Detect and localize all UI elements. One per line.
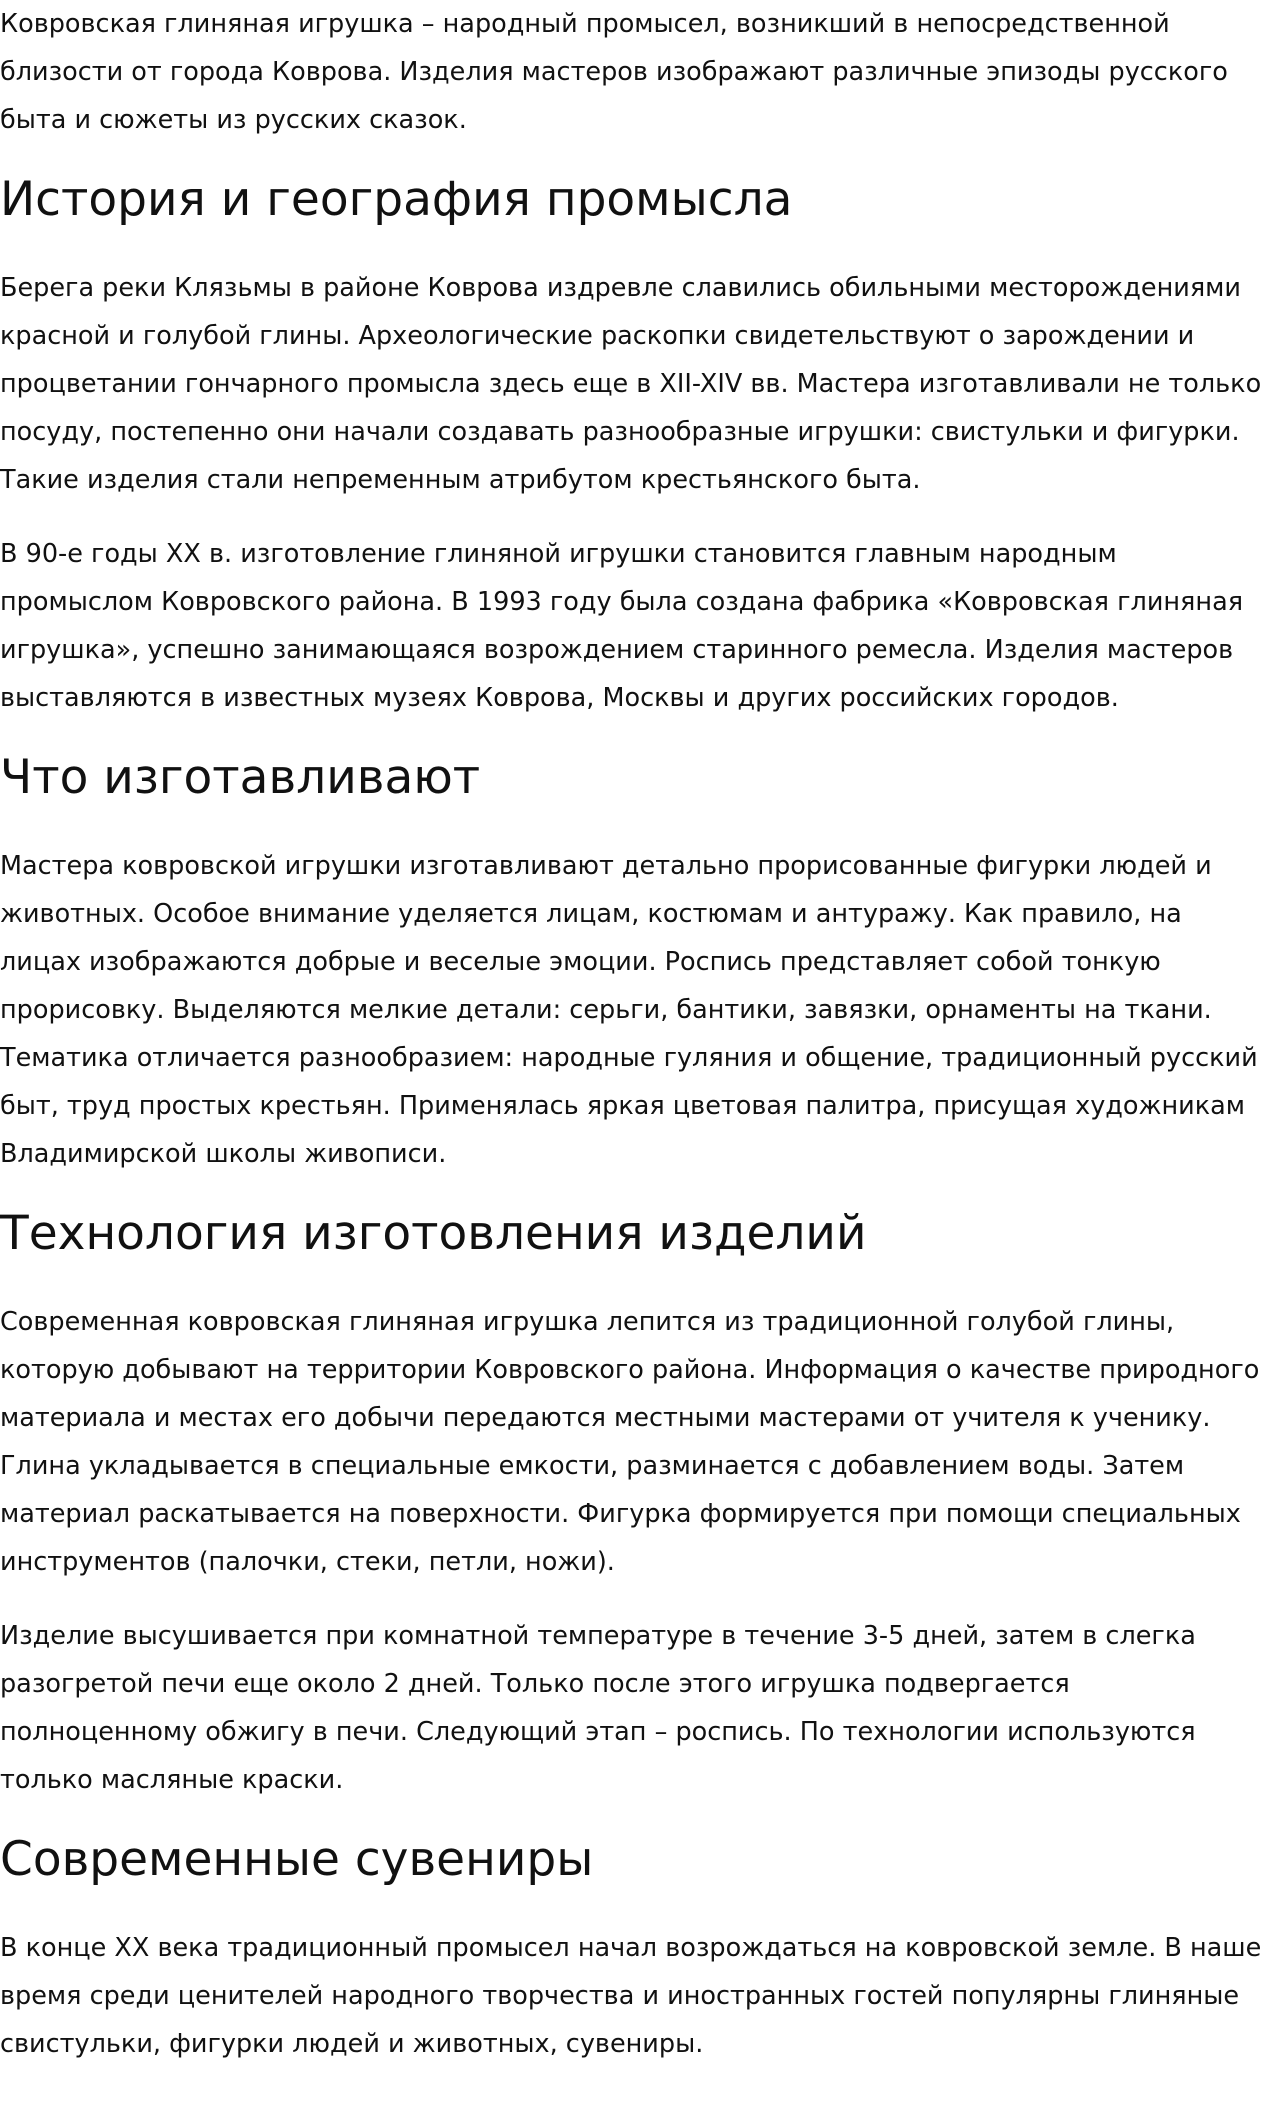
history-paragraph-2: В 90-е годы XX в. изготовление глиняной игрушки становится главным народным промыслом Ковровского района. В 1993 году была создана фабрика «Ковровская глиняная игрушка», успешно занимающаяся возрождением старинного ремесла. Изделия мастеров выставляются в известных музеях Коврова, Москвы и других российских городов. bbox=[0, 539, 1244, 713]
technology-paragraph-1: Современная ковровская глиняная игрушка лепится из традиционной голубой глины, которую добывают на территории Ковровского района. Информация о качестве природного материала и местах его добычи передаются местными мастерами от учителя к ученику. Глина укладывается в специальные емкости, разминается с добавлением воды. Затем материал раскатывается на поверхности. Фигурка формируется при помощи специальных инструментов (палочки, стеки, петли, ножи). bbox=[0, 1307, 1260, 1577]
section-heading-history: История и география промысла bbox=[0, 172, 793, 227]
technology-paragraph-2: Изделие высушивается при комнатной температуре в течение 3-5 дней, затем в слегка разогретой печи еще около 2 дней. Только после этого игрушка подвергается полноценному обжигу в печи. Следующий этап – роспись. По технологии используются только масляные краски. bbox=[0, 1621, 1196, 1795]
section-heading-products: Что изготавливают bbox=[0, 750, 481, 805]
history-paragraph-1: Берега реки Клязьмы в районе Коврова издревле славились обильными месторождениями красной и голубой глины. Археологические раскопки свидетельствуют о зарождении и процветании гончарного промысла здесь еще в XII-XIV вв. Мастера изготавливали не только посуду, постепенно они начали создавать разнообразные игрушки: свистульки и фигурки. Такие изделия стали непременным атрибутом крестьянского быта. bbox=[0, 273, 1262, 495]
section-heading-souvenirs: Современные сувениры bbox=[0, 1832, 594, 1887]
section-heading-technology: Технология изготовления изделий bbox=[0, 1206, 867, 1261]
souvenirs-paragraph-1: В конце XX века традиционный промысел начал возрождаться на ковровской земле. В наше время среди ценителей народного творчества и иностранных гостей популярны глиняные свистульки, фигурки людей и животных, сувениры. bbox=[0, 1933, 1262, 2059]
intro-paragraph: Ковровская глиняная игрушка – народный промысел, возникший в непосредственной близости от города Коврова. Изделия мастеров изображают различные эпизоды русского быта и сюжеты из русских сказок. bbox=[0, 9, 1228, 135]
products-paragraph-1: Мастера ковровской игрушки изготавливают детально прорисованные фигурки людей и животных. Особое внимание уделяется лицам, костюмам и антуражу. Как правило, на лицах изображаются добрые и веселые эмоции. Роспись представляет собой тонкую прорисовку. Выделяются мелкие детали: серьги, бантики, завязки, орнаменты на ткани. Тематика отличается разнообразием: народные гуляния и общение, традиционный русский быт, труд простых крестьян. Применялась яркая цветовая палитра, присущая художникам Владимирской школы живописи. bbox=[0, 851, 1258, 1169]
